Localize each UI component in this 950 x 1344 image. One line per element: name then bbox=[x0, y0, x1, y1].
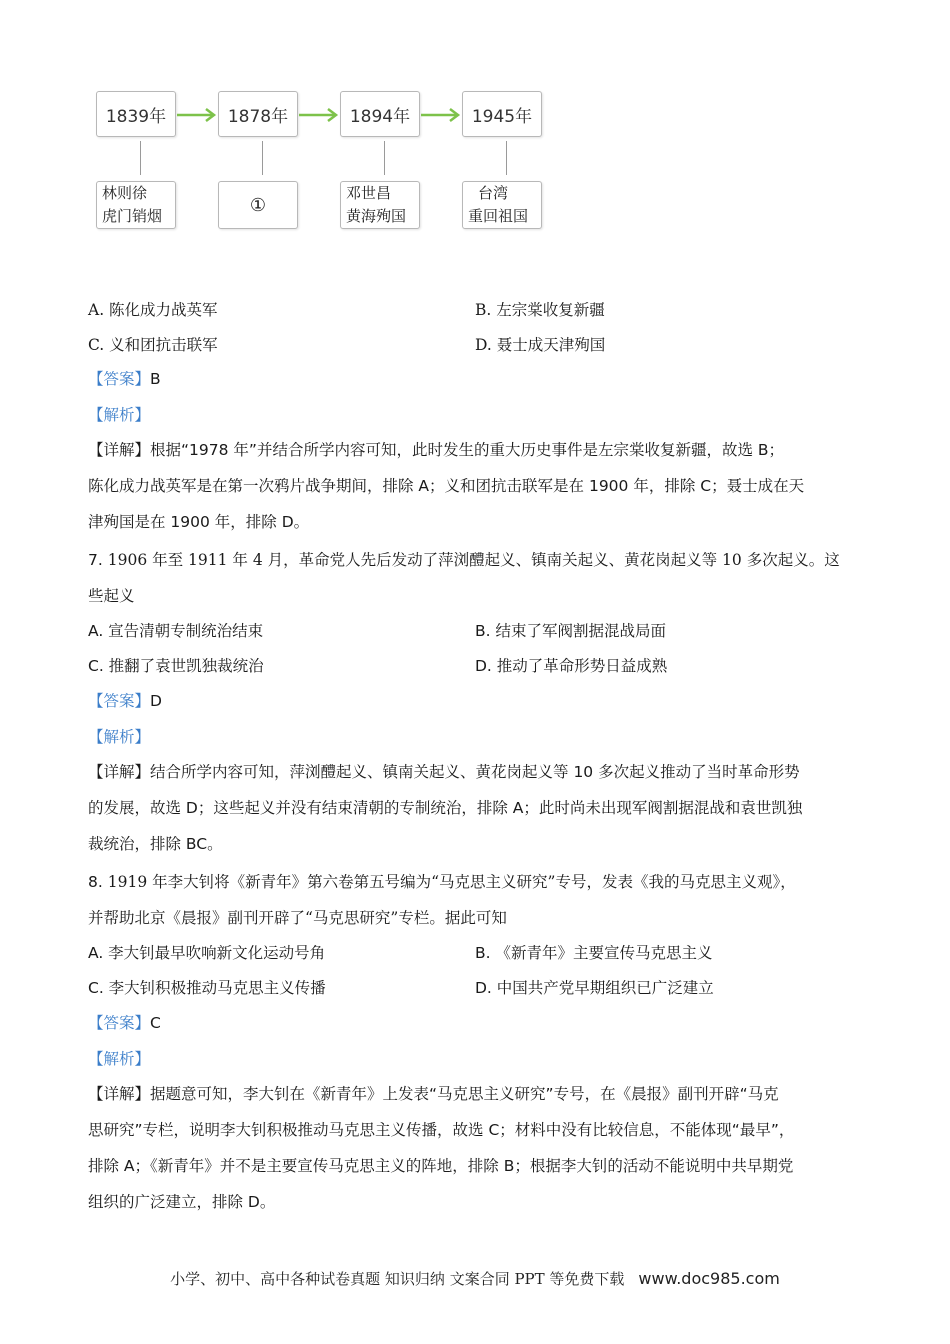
detail-text: 结合所学内容可知，萍浏醴起义、镇南关起义、黄花岗起义等 10 多次起义推动了当时革命形势 bbox=[150, 763, 800, 781]
timeline-event-2 bbox=[218, 181, 298, 229]
detail-tag: 【详解】 bbox=[88, 441, 151, 459]
q8-detail-line-4: 组织的广泛建立，排除 D。 bbox=[88, 1193, 276, 1211]
q6-option-a: A. 陈化成力战英军 bbox=[88, 301, 218, 319]
timeline-event-3 bbox=[340, 181, 420, 229]
question-number: 8. bbox=[88, 873, 103, 891]
q8-detail-line-2: 思研究”专栏，说明李大钊积极推动马克思主义传播，故选 C；材料中没有比较信息，不能体现“最早”， bbox=[88, 1121, 795, 1139]
connector-line bbox=[506, 141, 507, 175]
q7-analysis-tag: 【解析】 bbox=[88, 728, 151, 746]
detail-tag: 【详解】 bbox=[88, 763, 151, 781]
q7-option-d: D. 推动了革命形势日益成熟 bbox=[475, 657, 668, 675]
stem-text: 1919 年李大钊将《新青年》第六卷第五号编为“马克思主义研究”专号，发表《我的马克思主义观》， bbox=[107, 873, 796, 891]
q7-option-a: A. 宣告清朝专制统治结束 bbox=[88, 622, 264, 640]
detail-text: 根据“1978 年”并结合所学内容可知，此时发生的重大历史事件是左宗棠收复新疆，故选 B； bbox=[150, 441, 785, 459]
arrow-right-icon bbox=[297, 105, 341, 125]
q8-option-a: A. 李大钊最早吹响新文化运动号角 bbox=[88, 944, 326, 962]
q8-option-c: C. 李大钊积极推动马克思主义传播 bbox=[88, 979, 326, 997]
q8-detail-line-1 bbox=[88, 1082, 779, 1106]
q7-stem-line-1 bbox=[88, 548, 840, 572]
answer-tag: 【答案】 bbox=[88, 1014, 151, 1032]
timeline-year-2: 1878年 bbox=[218, 91, 298, 137]
detail-tag: 【详解】 bbox=[88, 1085, 151, 1103]
q6-detail-line-3: 津殉国是在 1900 年，排除 D。 bbox=[88, 513, 310, 531]
q6-option-b: B. 左宗棠收复新疆 bbox=[475, 301, 605, 319]
q7-detail-line-1 bbox=[88, 760, 800, 784]
question-number: 7. bbox=[88, 551, 103, 569]
q6-detail-line-2: 陈化成力战英军是在第一次鸦片战争期间，排除 A；义和团抗击联军是在 1900 年，排除 C；聂士成在天 bbox=[88, 477, 805, 495]
q8-stem-line-1 bbox=[88, 870, 796, 894]
q7-answer bbox=[88, 689, 162, 713]
page-footer bbox=[0, 1268, 950, 1289]
q8-answer bbox=[88, 1011, 161, 1035]
q6-answer bbox=[88, 367, 161, 391]
event-text: 黄海殉国 bbox=[346, 207, 407, 225]
q6-detail-line-1 bbox=[88, 438, 784, 462]
arrow-right-icon bbox=[419, 105, 463, 125]
q8-option-d: D. 中国共产党早期组织已广泛建立 bbox=[475, 979, 714, 997]
q6-option-c: C. 义和团抗击联军 bbox=[88, 336, 218, 354]
timeline-year-1: 1839年 bbox=[96, 91, 176, 137]
connector-line bbox=[140, 141, 141, 175]
connector-line bbox=[262, 141, 263, 175]
event-text: 邓世昌 bbox=[346, 184, 392, 202]
timeline-event-1 bbox=[96, 181, 176, 229]
answer-value: D bbox=[150, 692, 162, 710]
q8-detail-line-3: 排除 A；《新青年》并不是主要宣传马克思主义的阵地，排除 B；根据李大钊的活动不能说明中共早期党 bbox=[88, 1157, 794, 1175]
footer-url[interactable]: www.doc985.com bbox=[638, 1269, 780, 1288]
q6-option-d: D. 聂士成天津殉国 bbox=[475, 336, 606, 354]
q7-detail-line-3: 裁统治，排除 BC。 bbox=[88, 835, 223, 853]
event-text: 林则徐 bbox=[102, 184, 148, 202]
event-text: 台湾 bbox=[478, 184, 509, 202]
arrow-right-icon bbox=[175, 105, 219, 125]
event-text: 虎门销烟 bbox=[102, 207, 163, 225]
detail-text: 据题意可知，李大钊在《新青年》上发表“马克思主义研究”专号，在《晨报》副刊开辟“马克 bbox=[150, 1085, 779, 1103]
event-text: 重回祖国 bbox=[468, 207, 529, 225]
answer-tag: 【答案】 bbox=[88, 370, 151, 388]
answer-value: C bbox=[150, 1014, 161, 1032]
event-blank-marker: ① bbox=[249, 194, 267, 216]
q7-option-c: C. 推翻了袁世凯独裁统治 bbox=[88, 657, 264, 675]
q8-stem-line-2: 并帮助北京《晨报》副刊开辟了“马克思研究”专栏。据此可知 bbox=[88, 909, 507, 927]
answer-tag: 【答案】 bbox=[88, 692, 151, 710]
footer-text: 小学、初中、高中各种试卷真题 知识归纳 文案合同 PPT 等免费下载 bbox=[170, 1270, 625, 1288]
q8-analysis-tag: 【解析】 bbox=[88, 1050, 151, 1068]
q7-option-b: B. 结束了军阀割据混战局面 bbox=[475, 622, 666, 640]
connector-line bbox=[384, 141, 385, 175]
answer-value: B bbox=[150, 370, 161, 388]
q8-option-b: B. 《新青年》主要宣传马克思主义 bbox=[475, 944, 713, 962]
stem-text: 1906 年至 1911 年 4 月，革命党人先后发动了萍浏醴起义、镇南关起义、黄花岗起义等 10 多次起义。这 bbox=[107, 551, 840, 569]
q6-analysis-tag: 【解析】 bbox=[88, 406, 151, 424]
timeline-event-4 bbox=[462, 181, 542, 229]
timeline-year-4: 1945年 bbox=[462, 91, 542, 137]
q7-detail-line-2: 的发展，故选 D；这些起义并没有结束清朝的专制统治，排除 A；此时尚未出现军阀割据混战和袁世凯独 bbox=[88, 799, 803, 817]
timeline-year-3: 1894年 bbox=[340, 91, 420, 137]
q7-stem-line-2: 些起义 bbox=[88, 587, 135, 605]
